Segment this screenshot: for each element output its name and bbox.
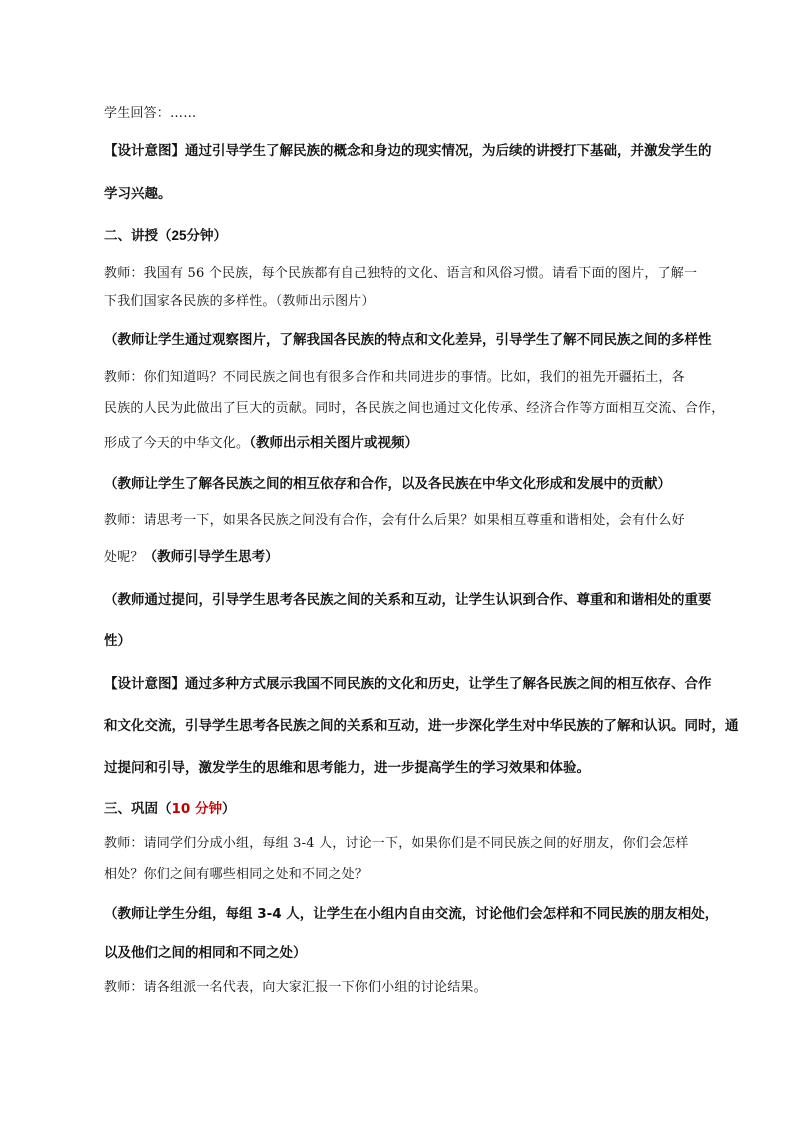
teacher-line-4-b: 相处？你们之间有哪些相同之处和不同之处？ [104, 867, 369, 882]
teacher-line-2-c-action: （教师出示相关图片或视频） [249, 435, 418, 451]
teacher-line-2-b: 民族的人民为此做出了巨大的贡献。同时，各民族之间也通过文化传承、经济合作等方面相互交流、合作， [104, 401, 725, 416]
design-intent-1-line-2: 学习兴趣。 [104, 186, 172, 202]
teacher-line-2-c-text: 形成了今天的中华文化。 [104, 436, 250, 451]
student-answer: 学生回答：…… [104, 106, 197, 121]
teacher-line-4-a: 教师：请同学们分成小组，每组 3-4 人，讨论一下，如果你们是不同民族之间的好朋友，你们会怎样 [104, 836, 689, 851]
teacher-action-3-line-1: （教师通过提问，引导学生思考各民族之间的关系和互动，让学生认识到合作、尊重和和谐相处的重要 [104, 592, 712, 608]
teacher-action-3-line-2: 性） [104, 633, 131, 649]
design-intent-2-line-1: 【设计意图】通过多种方式展示我国不同民族的文化和历史，让学生了解各民族之间的相互依存、合作 [104, 676, 712, 692]
teacher-line-1-a: 教师：我国有 56 个民族，每个民族都有自己独特的文化、语言和风俗习惯。请看下面的图片，了解一 [104, 266, 698, 281]
teacher-line-3-b-action: （教师引导学生思考） [143, 549, 279, 565]
teacher-line-5: 教师：请各组派一名代表，向大家汇报一下你们小组的讨论结果。 [104, 980, 487, 995]
section-heading-consolidation-prefix: 三、巩固（ [104, 801, 172, 817]
teacher-line-2-c [104, 431, 418, 452]
section-heading-lecture-suffix: 分钟） [186, 228, 228, 244]
section-heading-lecture-minutes: 25 [171, 228, 187, 243]
teacher-line-3-a: 教师：请思考一下，如果各民族之间没有合作，会有什么后果？如果相互尊重和谐相处，会有什么好 [104, 513, 685, 528]
section-heading-lecture [104, 224, 227, 244]
section-heading-lecture-prefix: 二、讲授（ [104, 228, 172, 244]
teacher-action-4-line-1: （教师让学生分组，每组 3-4 人，让学生在小组内自由交流，讨论他们会怎样和不同民族的朋友相处， [104, 906, 719, 922]
section-heading-consolidation-suffix: ） [222, 801, 236, 817]
teacher-line-3-b [104, 545, 279, 566]
section-heading-consolidation-minutes: 10 分钟 [171, 801, 222, 817]
teacher-line-3-b-text: 处呢？ [104, 550, 144, 565]
teacher-action-4-line-2: 以及他们之间的相同和不同之处） [104, 945, 307, 961]
design-intent-1-line-1: 【设计意图】通过引导学生了解民族的概念和身边的现实情况，为后续的讲授打下基础，并激发学生的 [104, 143, 712, 159]
teacher-action-1: （教师让学生通过观察图片，了解我国各民族的特点和文化差异，引导学生了解不同民族之间的多样性 [104, 332, 712, 348]
teacher-line-1-b: 下我们国家各民族的多样性。（教师出示图片） [104, 294, 375, 309]
teacher-action-2: （教师让学生了解各民族之间的相互依存和合作，以及各民族在中华文化形成和发展中的贡献） [104, 476, 671, 492]
design-intent-2-line-2: 和文化交流，引导学生思考各民族之间的关系和互动，进一步深化学生对中华民族的了解和认识。同时，通 [104, 718, 739, 734]
section-heading-consolidation [104, 797, 236, 817]
design-intent-2-line-3: 过提问和引导，激发学生的思维和思考能力，进一步提高学生的学习效果和体验。 [104, 760, 590, 776]
teacher-line-2-a: 教师：你们知道吗？不同民族之间也有很多合作和共同进步的事情。比如，我们的祖先开疆拓土，各 [104, 370, 685, 385]
